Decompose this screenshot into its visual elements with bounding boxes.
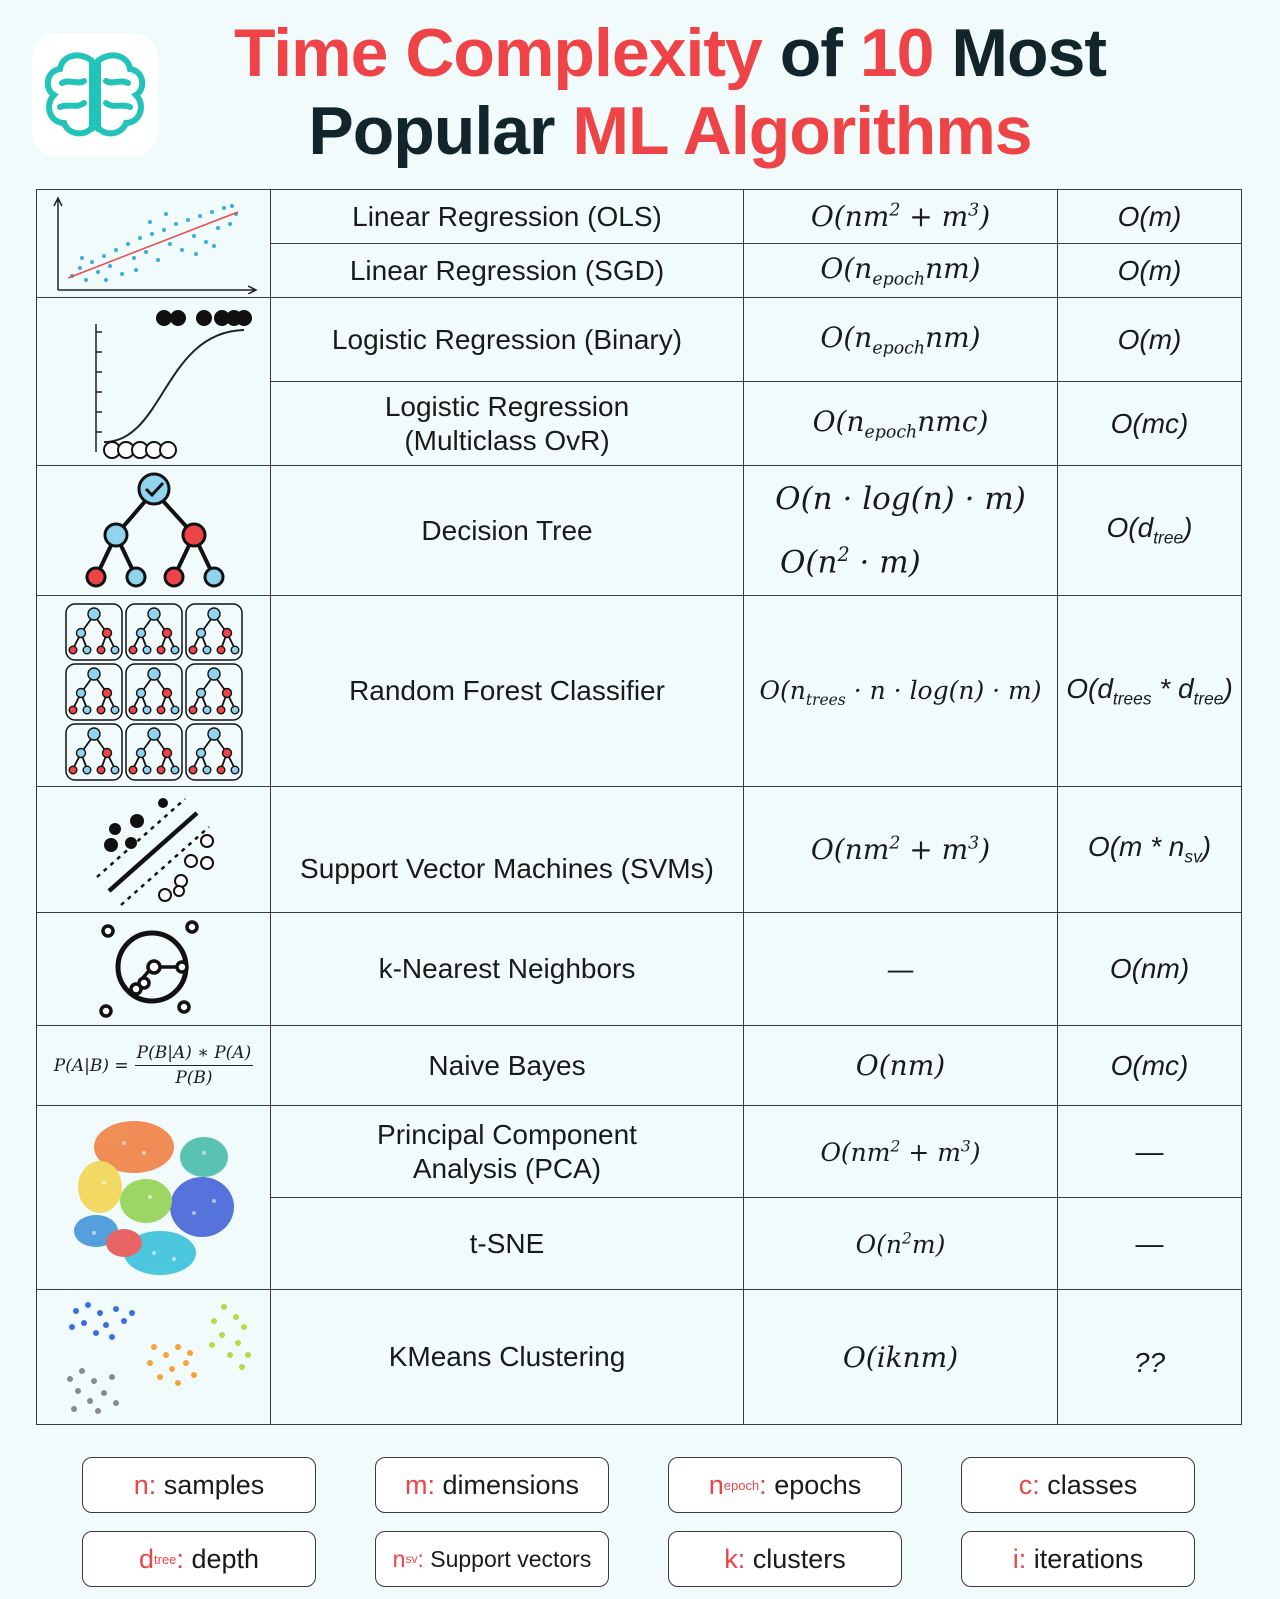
time-svm-c: + m: [900, 833, 969, 866]
time-pca-d: 3: [960, 1137, 971, 1156]
title-ml-algorithms: ML Algorithms: [572, 93, 1032, 169]
name-decision-tree: Decision Tree: [271, 466, 744, 596]
legend-text: clusters: [745, 1543, 846, 1574]
legend-sym: i: [1012, 1543, 1019, 1574]
svm-icon: [37, 787, 271, 913]
table-row-knn: [37, 913, 1242, 1026]
space-pca: —: [1058, 1106, 1242, 1198]
name-naive-bayes: Naive Bayes: [271, 1026, 744, 1106]
time-knn: —: [744, 913, 1058, 1026]
scatter-plot-icon: [46, 194, 261, 294]
embedding-clusters-icon: [64, 1113, 244, 1283]
time-tsne-c: m): [911, 1230, 946, 1259]
name-ols: Linear Regression (OLS): [271, 190, 744, 244]
space-rf-b: trees: [1112, 688, 1152, 709]
time-ols-d: 3: [968, 200, 980, 221]
space-svm-b: sv: [1184, 846, 1202, 867]
legend-chip-support-vectors: [375, 1531, 609, 1587]
legend-sym: m: [404, 1469, 428, 1500]
space-dt-a: O(d: [1106, 512, 1154, 544]
legend-sep: :: [759, 1469, 767, 1500]
space-logistic-binary: O(m): [1058, 298, 1242, 382]
space-ols: O(m): [1058, 190, 1242, 244]
legend-chip-epochs: [668, 1457, 902, 1513]
time-dt-line1: O(n · log(n) · m): [775, 480, 1026, 517]
title-time-complexity: Time Complexity: [233, 15, 762, 91]
time-rf-b: trees: [805, 691, 846, 709]
time-ols-c: + m: [900, 200, 969, 233]
tree-diagram-icon: [74, 469, 234, 593]
time-kmeans: O(iknm): [744, 1290, 1058, 1425]
title-10: 10: [859, 15, 934, 91]
kmeans-icon: [37, 1290, 271, 1425]
space-svm: [1058, 787, 1242, 913]
linear-regression-icon: [37, 190, 271, 298]
legend-sep: :: [148, 1469, 157, 1500]
space-knn: O(nm): [1058, 913, 1242, 1026]
time-dt-line2: [744, 527, 1057, 590]
knn-icon: [37, 913, 271, 1026]
time-svm: [744, 787, 1058, 913]
time-logbin-c: nm): [925, 320, 981, 354]
legend-sep: :: [1018, 1543, 1027, 1574]
bayes-formula: [37, 1026, 271, 1106]
time-pca-a: O(nm: [820, 1138, 891, 1167]
legend-sub: tree: [154, 1551, 177, 1567]
name-pca: [271, 1106, 744, 1198]
name-pca-line2: Analysis (PCA): [412, 1152, 602, 1184]
legend-chip-classes: [961, 1457, 1195, 1513]
name-knn: k-Nearest Neighbors: [271, 913, 744, 1026]
space-logistic-multiclass: O(mc): [1058, 382, 1242, 466]
brain-icon: [40, 49, 150, 141]
space-tsne: —: [1058, 1198, 1242, 1290]
legend-sym: n: [133, 1469, 149, 1500]
name-logistic-binary: Logistic Regression (Binary): [271, 298, 744, 382]
time-sgd-a: O(n: [820, 251, 873, 285]
decision-tree-icon: [37, 466, 271, 596]
table-row-pca: [37, 1106, 1242, 1198]
time-logbin-a: O(n: [820, 320, 873, 354]
table-row-kmeans: [37, 1290, 1242, 1425]
name-logmc-line1: Logistic Regression: [384, 390, 630, 422]
dimensionality-reduction-icon: [37, 1106, 271, 1290]
time-ols: [744, 190, 1058, 244]
time-dt2-b: 2: [837, 542, 850, 566]
table-row-decision-tree: [37, 466, 1242, 596]
time-rf-a: O(n: [759, 676, 806, 705]
time-ols-e: ): [979, 200, 991, 233]
name-random-forest: Random Forest Classifier: [271, 596, 744, 787]
space-sgd: O(m): [1058, 244, 1242, 298]
space-dt-b: tree: [1153, 527, 1184, 548]
complexity-table: [36, 189, 1242, 1425]
name-tsne: t-SNE: [271, 1198, 744, 1290]
time-pca: [744, 1106, 1058, 1198]
time-svm-e: ): [979, 833, 991, 866]
neighbors-circle-icon: [94, 919, 214, 1019]
legend-chip-clusters: [668, 1531, 902, 1587]
sigmoid-curve-icon: [54, 302, 254, 462]
name-logistic-multiclass: [271, 382, 744, 466]
name-svm-text: Support Vector Machines (SVMs): [300, 853, 714, 884]
legend-text: samples: [156, 1469, 265, 1500]
legend-sep: :: [737, 1543, 746, 1574]
time-logistic-multiclass: [744, 382, 1058, 466]
time-logmc-a: O(n: [812, 404, 865, 438]
table-row-random-forest: [37, 596, 1242, 787]
bayes-formula-denominator: P(B): [175, 1068, 213, 1088]
legend-sep: :: [1032, 1469, 1040, 1500]
name-pca-line1: Principal Component: [377, 1118, 637, 1150]
space-rf-c: * d: [1151, 672, 1194, 704]
name-kmeans: KMeans Clustering: [271, 1290, 744, 1425]
time-svm-a: O(nm: [810, 833, 890, 866]
time-svm-d: 3: [968, 833, 980, 854]
time-logmc-b: epoch: [864, 422, 918, 443]
brain-logo: [32, 33, 158, 157]
name-logmc-line2: (Multiclass OvR): [404, 424, 610, 456]
space-kmeans: ??: [1058, 1290, 1242, 1425]
time-dt2-c: · m): [849, 544, 921, 581]
legend-chip-iterations: [961, 1531, 1195, 1587]
svm-margin-icon: [89, 791, 219, 909]
legend-sep: :: [417, 1545, 424, 1572]
time-pca-c: + m: [900, 1138, 961, 1167]
time-tsne-b: 2: [902, 1229, 912, 1248]
title-most: Most: [951, 15, 1107, 91]
time-random-forest: [744, 596, 1058, 787]
space-rf-d: tree: [1193, 688, 1224, 709]
time-tsne-a: O(n: [855, 1230, 902, 1259]
clusters-scatter-icon: [54, 1297, 254, 1417]
space-naive-bayes: O(mc): [1058, 1026, 1242, 1106]
space-decision-tree: [1058, 466, 1242, 596]
time-logbin-b: epoch: [872, 338, 926, 359]
space-dt-c: ): [1183, 512, 1193, 544]
legend-sep: :: [176, 1543, 184, 1574]
time-sgd-b: epoch: [872, 269, 926, 290]
time-naive-bayes: O(nm): [744, 1026, 1058, 1106]
time-sgd: [744, 244, 1058, 298]
name-svm: [271, 787, 744, 913]
page-title: [170, 14, 1170, 170]
space-rf-e: ): [1223, 672, 1233, 704]
table-row-ols: [37, 190, 1242, 244]
bayes-formula-numerator: P(B|A) ∗ P(A): [135, 1043, 254, 1066]
legend-text: dimensions: [434, 1469, 580, 1500]
legend-text: classes: [1039, 1469, 1138, 1500]
table-row-svm: [37, 787, 1242, 913]
title-popular: Popular: [308, 93, 555, 169]
legend-sym: d: [138, 1543, 155, 1574]
legend-sym: k: [724, 1543, 738, 1574]
table-row-naive-bayes: [37, 1026, 1242, 1106]
legend-chip-depth: [82, 1531, 316, 1587]
time-pca-b: 2: [890, 1137, 901, 1156]
time-ols-a: O(nm: [810, 200, 890, 233]
legend-chip-dimensions: [375, 1457, 609, 1513]
time-logistic-binary: [744, 298, 1058, 382]
name-sgd: Linear Regression (SGD): [271, 244, 744, 298]
time-decision-tree: [744, 466, 1058, 596]
legend-text: Support vectors: [423, 1545, 592, 1572]
legend-sub: sv: [405, 1552, 418, 1566]
random-forest-icon: [37, 596, 271, 787]
legend-sym: c: [1018, 1469, 1033, 1500]
legend-text: depth: [183, 1543, 260, 1574]
table-row-logistic-binary: [37, 298, 1242, 382]
time-dt2-a: O(n: [780, 544, 838, 581]
legend-text: epochs: [766, 1469, 862, 1500]
title-of: of: [779, 15, 842, 91]
bayes-formula-lhs: P(A|B) =: [53, 1055, 129, 1076]
space-random-forest: [1058, 596, 1242, 787]
time-rf-c: · n · log(n) · m): [845, 676, 1042, 705]
time-pca-e: ): [970, 1138, 981, 1167]
space-svm-a: O(m * n: [1087, 831, 1185, 863]
legend-chip-samples: [82, 1457, 316, 1513]
time-ols-b: 2: [889, 200, 901, 221]
logistic-regression-icon: [37, 298, 271, 466]
time-tsne: [744, 1198, 1058, 1290]
time-logmc-c: nmc): [917, 404, 989, 438]
legend-sym: n: [392, 1545, 406, 1572]
legend-sym: n: [708, 1469, 724, 1500]
time-sgd-c: nm): [925, 251, 981, 285]
time-svm-b: 2: [889, 833, 901, 854]
legend-text: iterations: [1026, 1543, 1144, 1574]
forest-grid-icon: [63, 601, 245, 781]
legend-sep: :: [427, 1469, 435, 1500]
legend-sub: epoch: [723, 1477, 760, 1493]
space-rf-a: O(d: [1066, 672, 1113, 704]
space-svm-c: ): [1201, 831, 1212, 863]
